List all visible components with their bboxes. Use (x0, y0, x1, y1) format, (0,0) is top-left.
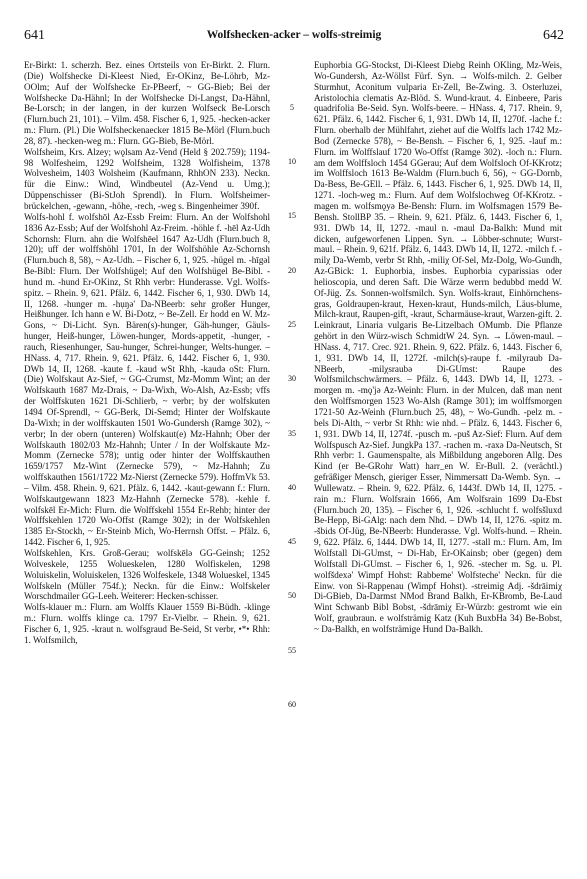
line-number: 30 (288, 374, 296, 383)
right-column (314, 60, 562, 635)
entry-paragraph: Wolfsheim, Krs. Alzey; wǫlsam Az-Vend (Held § 202.759); 1194-98 Wolfesheim, 1292 Wolfsheim, 1328 Wolfisheim, 1378 Wolvesheim, 1403 Wolsheim (Kaufmann, RhhON 233). Neckn. für die Einw.: Wind, Windbeutel (Az-Vend u. Umg.); Düppenschisser (Bi-StJoh Sprendl). In Flurn. Wolfsheimer-brückelchen, -gewann, -höhe, -rech, -weg s. Bingenheimer 390f. (24, 146, 270, 211)
line-number: 35 (288, 429, 296, 438)
entry-paragraph: Euphorbia GG-Stockst, Di-Kleest Diebg Reinh OKling, Mz-Weis, Wo-Gundersh, Az-Wöllst Fürf. Syn. → Wolfs-milch. 2. Gelber Sturmhut, Aconitum vulparia Er-Zell, Be-Zwing. 3. Osterluzei, Aristolochia clematis Az-Blöd. S. Wund-kraut. 4. Einbeere, Paris quadrifolia Be-Seid. Syn. Wolfs-beere. – HNass. 4, 717. Rhein. 9, 621. Pfälz. 6, 1442. Fischer 6, 1, 931. DWb 14, II, 1270f. -lache f.: Flurn. oberhalb der Mühlfahrt, ziehet auf die Wolffs lach 1742 Mz-Bod (Zernecke 578), ~ Be-Bensh. – Fischer 6, 1, 925. -lauf m.: Flurn. im Wolffslauf 1720 Wo-Offst (Ramge 302). -loch n.: Flurn. am dem Wolffsloch 1454 GGerau; Auf dem Wolfsloch Of-KKrotz; im Wolffsloch 1613 Be-Waldm (Flurn.buch 6, 56), ~ GG-Dornb, Da-Bess, Be-GEll. – Pfälz. 6, 1443. Fischer 6, 1, 925. DWb 14, II, 1271. -loch-weg m.: Flurn. Auf dem Wolfslochweg Of-KKrotz. -magen m. wolfsmǫyə Be-Bensh: Flurn. im Wolfsmagen 1579 Be-Bensh. StollBP 35. – Rhein. 9, 621. Pfälz. 6, 1443. Fischer 6, 1, 931. DWb 14, II, 1272. -maul n. -maul Da-Balkh: Mund mit dicken, aufgeworfenen Lippen. Syn. → Löbber-schnute; Wurst-maul. – Rhein. 9, 621f. Pfälz. 6, 1443. DWb 14, II, 1272. -milch f. -milχ Da-Wemb, verbr St Rhh, -miliχ Of-Sel, Mz-Dolg, Wo-Gundh, Az-GBick: 1. Euphorbia, insbes. Euphorbia cyparissias oder helioscopia, und deren Saft. Die Wärze werrn bedubbd medd W. Of-Jüg. Zs. Sonnen-wolfsmilch. Syn. Wolfs-kraut, Einhörnchens-gras, Goldraupen-kraut, Hexen-kraut, Hunds-milch, Läus-blume, Milch-kraut, Raupen-gift, -kraut, Scharmäuse-kraut, Warzen-gift. 2. Leinkraut, Linaria vulgaris Be-Litzelbach OMumb. Die Pflanze gehört in den Würz-wisch SchmidtW 24. Syn. → Löwen-maul. – HNass. 4, 717. Crec. 921. Rhein. 9, 622. Pfälz. 6, 1443. Fischer 6, 1, 931. DWb 14, II, 1272f. -milch(s)-raupe f. -milyraub Da-NBeerb, -milχsraubə Di-GUmst: Raupe des Wolfsmilchschwärmers. – Pfälz. 6, 1443. DWb 14, II, 1273. -morgen m. -mǫ'jə Az-Weinh: Flurn. in der Mulcen, daß man nent den Wolffsmorgen 1523 Wo-Alsh (Ramge 301); im wolffsmorgen 1721-50 Az-Weinh (Flurn.buch 25, 48), ~ Wo-Gundh. -pelz m. -bels Di-Alth, ~ verbr St Rhh: wie nhd. – Pfälz. 6, 1443. Fischer 6, 1, 931. DWb 14, II, 1274f. -pusch m. -puš Az-Sief: Flurn. Auf dem Wolfspusch Az-Sief. JungkPa 137. -rachen m. -raxə Da-Neutsch, St Rhh verbr: 1. Gaumenspalte, als Mißbildung angeboren Allg. Des Kind (er Be-GRohr Watt) harr_en W. Er-Bull. 2. (verächtl.) gefräßiger Mensch, gieriger Esser, Nimmersatt Da-Wemb. Syn. → Wullewatz. – Rhein. 9, 622. Pfälz. 6, 1443f. DWb 14, II, 1275. -rain m.: Flurn. Wolfsrain 1666, Am Wolfsrain 1699 Da-Ebst (Flurn.buch 20, 135). – Fischer 6, 1, 926. -schlucht f. wolfsšluxd Be-Hepp, Bi-GAlg: nach dem Nhd. – DWb 14, II, 1276. -spitz m. -šbids Of-Jüg, Be-NBeerb: Hunderasse. Vgl. Wolfs-hund. – Rhein. 9, 622. Pfälz. 6, 1444. DWb 14, II, 1277. -stall m.: Flurn. Am, Im Wolfstall Di-GUmst, ~ Di-Hab, Er-OKainsb; ober (gegen) dem Wolfstall Di-GUmst. – Fischer 6, 1, 926. -stecher m. Sg. u. Pl. wolfšdexə' Wimpf Hohst: Rabbeme' Wolfsteche' Neckn. für die Einw. von Si-Rappenau (Wimpf Hohst). -streimig Adj. -šdrāimiχ Di-GBieb, Da-Darmst NMod Brand Balkh, Er-KBromb, Be-Laud Wint Schwanb Bibl Bobst, -šdrāmiχ Er-Würzb: gestromt wie ein Wolf, graubraun. e wolfsträmig Katz (Kuh BuxbHa 34) Be-Bobst, ~ Da-Balkh, en wolfsträmige Hund Da-Balkh. (314, 60, 562, 634)
line-number: 50 (288, 591, 296, 600)
line-number: 25 (288, 320, 296, 329)
entry-paragraph: Wolfs-klauer m.: Flurn. am Wolffs Klauer 1559 Bi-Büdh. -klinge m.: Flurn. wolffs klinge ca. 1797 Er-Vielbr. – Rhein. 9, 621. Fischer 6, 1, 925. -kraut n. wolfsgraud Be-Seid, St verbr, •*• Rhh: 1. Wolfsmilch, (24, 602, 270, 645)
page-number-left: 641 (24, 28, 45, 43)
entry-paragraph: Wolfs-hohl f. wolfshōl Az-Essb Freim: Flurn. An der Wolfshohl 1836 Az-Essb; Auf der Wolfshohl Az-Freim. -höhle f. -hēl Az-Udh Schornsh: Flurn. ahn die Wolfshēel 1647 Az-Udh (Flurn.buch 8, 120); uff der wolffshöhl 1701, In der Wolfshöhle Az-Schornsh (Flurn.buch 8, 58), ~ Az-Udh. – Fischer 6, 1, 925. -hügel m. -hīgəl Be-Bibl: Flurn. Der Wolfshügel; Auf den Wolfshügel Be-Bibl. -hund m. -hund Er-OKinz, St Rhh verbr: Hunderasse. Vgl. Wolfs-spitz. – Rhein. 9, 621. Pfälz. 6, 1442. Fischer 6, 1, 930. DWb 14, II, 1268. -hunger m. -hụŋə' Da-NBeerb: sehr großer Hunger, Heißhunger. Ich hann e W. Bi-Dotz, ~ Be-Zell. Er hodd en W. Mz-Gons, ~ Di-Licht. Syn. Bären(s)-hunger, Gäh-hunger, Gäuls-hunger, Heiß-hunger, Löwen-hunger, Mords-appetit, -hunger, -rauch, Riesenhunger, Sau-hunger, Schrei-hunger, Welts-hunger. – HNass. 4, 717. Rhein. 9, 621. Pfälz. 6, 1442. Fischer 6, 1, 930. DWb 14, II, 1268. -kaute f. -kaud wSt Rhh, -kaudə oSt: Flurn. (Die) Wolfskaut Az-Sief, ~ GG-Crumst, Mz-Momm Wint; an der Wolfskauth 1687 Mz-Drais, ~ Da-Wixh, Wo-Alsh, Az-Essb; vffs der Wolffskuten 1621 Di-Schlierb, ~ verbr; by der wolfskuten 1494 Of-Sprendl, ~ GG-Berk, Di-Semd; Hinter der Wolfskaute Da-Wixh; in der wolffskauten 1501 Wo-Gundersh (Ramge 302), ~ verbr; In der obern (unteren) Wolfskaut(e) Mz-Hahnh; Ober der Wolfskauth 1802/03 Mz-Hahnh; Unter / In der Wolfskaute Mz-Momm (Zernecke 578); untig oder hinter der Wolffskauthen 1659/1757 Mz-Wint (Zernecke 579), ~ Mz-Hahnh; Zu wolffskauthen 1561/1722 Mz-Nierst (Zernecke 579). HoffmVk 53. – Vilm. 458. Rhein. 9, 621. Pfälz. 6, 1442. -kaut-gewann f.: Flurn. Wolfskautgewann 1823 Mz-Hahnh (Zernecke 578). -kehle f. wolfskēl Er-Mich: Flurn. die Wolffskehl 1554 Er-Rehb; hinter der Wolffskehlen 1720 Wo-Offst (Ramge 302); in der Wolfskehlen 1385 Er-Stockh, ~ Er-Steinb Mich, Wo-Herrnsh Offst. – Pfälz. 6, 1442. Fischer 6, 1, 925. (24, 211, 270, 548)
running-title: Wolfshecken-acker – wolfs-streimig (206, 29, 382, 41)
left-column (24, 60, 270, 646)
line-number: 55 (288, 646, 296, 655)
line-number: 45 (288, 537, 296, 546)
page-header (24, 28, 564, 46)
line-number: 10 (288, 157, 296, 166)
entry-paragraph: Wolfskehlen, Krs. Groß-Gerau; wolfskēlə GG-Geinsh; 1252 Wolveskele, 1255 Wolueskelen, 1280 Wolfiskelen, 1298 Woluiskelin, Woluiskelen, 1326 Wolfeskele, 1348 Wolueskel, 1345 Wolfskeln (Müller 754f.); Neckn. für die Einw.: Wolfskeler Worschdmailer GG-Leeh. Weiterer: Hecken-schisser. (24, 547, 270, 602)
line-number: 5 (290, 103, 294, 112)
line-number: 15 (288, 211, 296, 220)
line-number: 60 (288, 700, 296, 709)
entry-paragraph: Er-Birkt: 1. scherzh. Bez. eines Ortsteils von Er-Birkt. 2. Flurn. (Die) Wolfshecke Di-Kleest Nied, Er-OKinz, Be-Löhrb, Mz-OOlm; Auf der Wolfshecke Er-PBeerf, ~ GG-Bieb; Bei der Wolfshecke Da-Hähnl; In der Wolfshecke Di-Langst, Da-Hähnl, Be-Lorsch; in der langen, in der kurzen Wolfseck Be-Lorsch (Flurn.buch 21, 101). – Vilm. 458. Fischer 6, 1, 925. -hecken-acker m.: Flurn. (Pl.) Die Wolfsheckenaecker 1815 Be-Mörl (Flurn.buch 28, 87). -hecken-weg m.: Flurn. GG-Bieb, Be-Mörl. (24, 60, 270, 146)
page-number-right: 642 (543, 28, 564, 43)
line-number: 40 (288, 483, 296, 492)
line-number: 20 (288, 266, 296, 275)
